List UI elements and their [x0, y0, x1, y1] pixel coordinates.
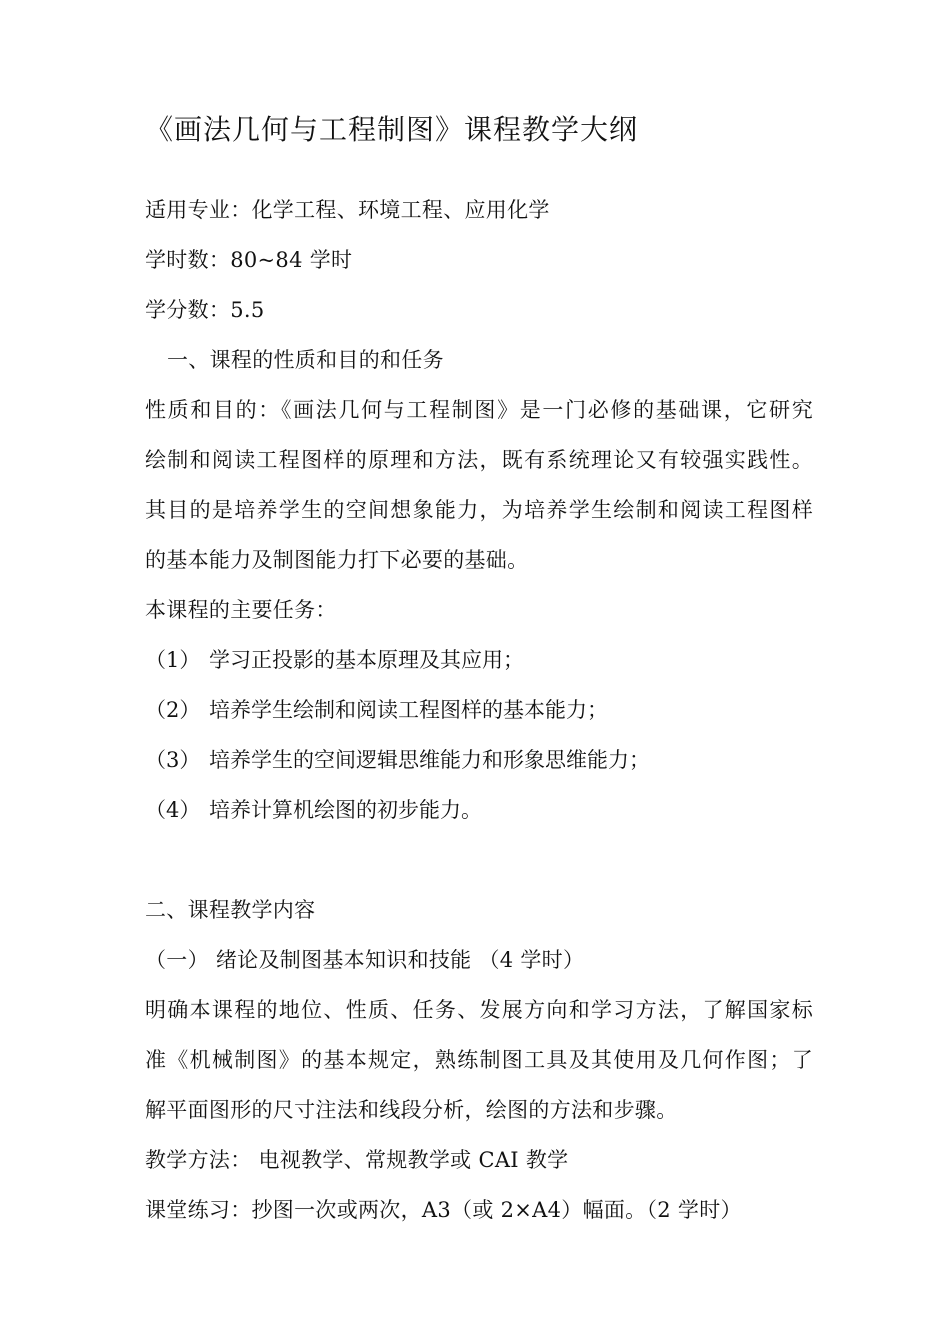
task-number: （2）	[145, 698, 201, 722]
nature-line-3: 其目的是培养学生的空间想象能力，为培养学生绘制和阅读工程图样	[145, 498, 813, 522]
unit1-line-2: 准《机械制图》的基本规定，熟练制图工具及其使用及几何作图；了	[145, 1048, 813, 1072]
unit1-line-1: 明确本课程的地位、性质、任务、发展方向和学习方法，了解国家标	[145, 998, 813, 1022]
task-number: （4）	[145, 798, 201, 822]
applicable-majors: 适用专业：化学工程、环境工程、应用化学	[145, 198, 550, 222]
course-hours: 学时数：80~84 学时	[145, 248, 353, 272]
class-practice: 课堂练习：抄图一次或两次，A3（或 2×A4）幅面。（2 学时）	[145, 1198, 742, 1222]
nature-line-1: 性质和目的：《画法几何与工程制图》是一门必修的基础课，它研究	[145, 398, 813, 422]
unit1-heading: （一） 绪论及制图基本知识和技能 （4 学时）	[145, 948, 585, 972]
course-credits: 学分数：5.5	[145, 298, 265, 322]
task-number: （3）	[145, 748, 201, 772]
section2-heading: 二、课程教学内容	[145, 898, 316, 922]
task-item-1	[145, 646, 524, 674]
section1-heading: 一、课程的性质和目的和任务	[167, 348, 444, 372]
task-item-2	[145, 696, 608, 724]
task-text: 培养计算机绘图的初步能力。	[209, 798, 482, 822]
document-title: 《画法几何与工程制图》课程教学大纲	[145, 113, 639, 146]
task-text: 培养学生绘制和阅读工程图样的基本能力；	[209, 698, 608, 722]
unit1-line-3: 解平面图形的尺寸注法和线段分析，绘图的方法和步骤。	[145, 1098, 678, 1122]
teaching-method: 教学方法： 电视教学、常规教学或 CAI 教学	[145, 1148, 569, 1172]
task-number: （1）	[145, 648, 201, 672]
nature-line-4: 的基本能力及制图能力打下必要的基础。	[145, 548, 529, 572]
task-text: 培养学生的空间逻辑思维能力和形象思维能力；	[209, 748, 650, 772]
tasks-heading: 本课程的主要任务：	[145, 598, 337, 622]
nature-line-2: 绘制和阅读工程图样的原理和方法，既有系统理论又有较强实践性。	[145, 448, 813, 472]
task-text: 学习正投影的基本原理及其应用；	[209, 648, 524, 672]
task-item-3	[145, 746, 650, 774]
task-item-4	[145, 796, 482, 824]
